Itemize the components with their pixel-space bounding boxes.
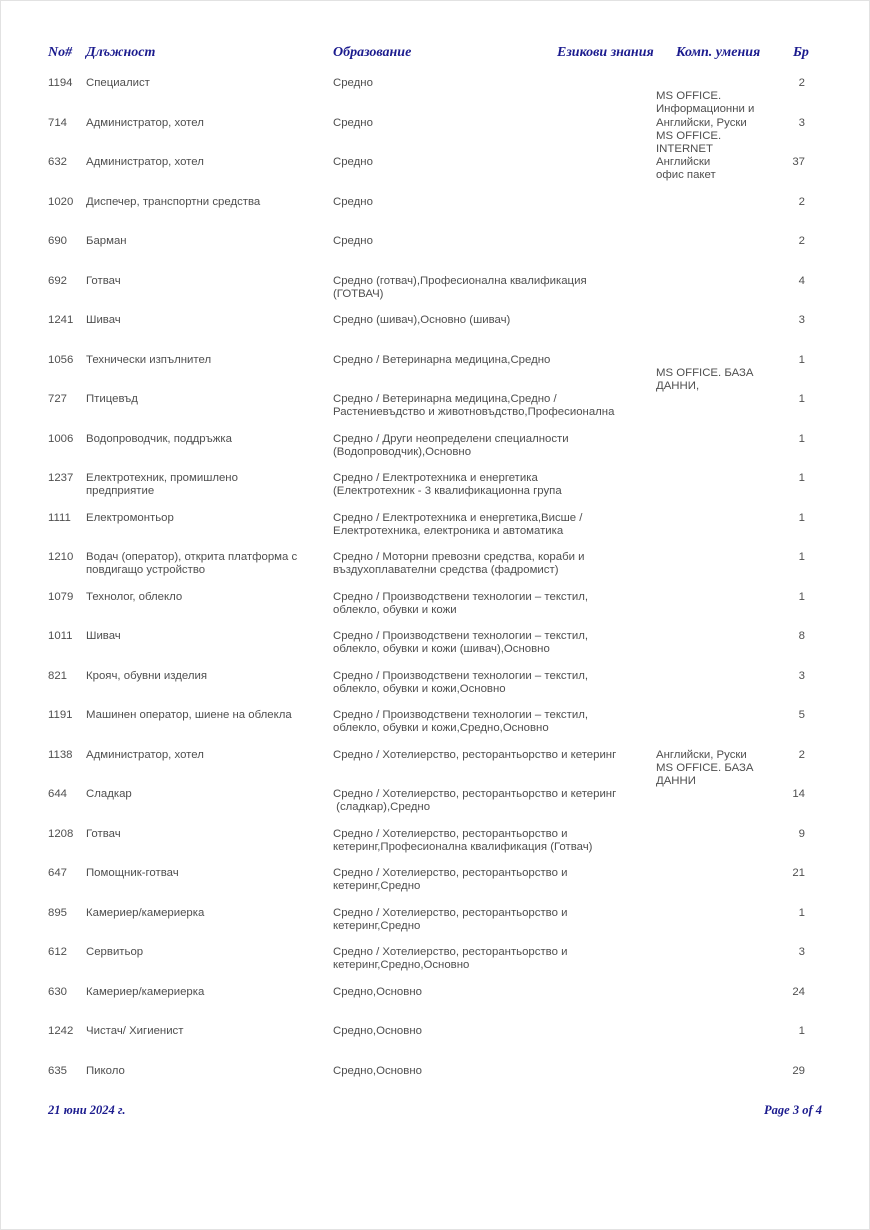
cell-education [333, 433, 656, 459]
cell-count: 3 [798, 116, 805, 129]
cell-skills [656, 77, 780, 116]
cell-line: Диспечер, транспортни средства [86, 195, 261, 208]
table-row [48, 946, 806, 986]
col-header-education: Образование [333, 45, 412, 60]
cell-education [333, 235, 656, 248]
cell-education [333, 828, 656, 854]
cell-no: 895 [48, 906, 68, 919]
table-row [48, 196, 806, 236]
table-row [48, 472, 806, 512]
cell-position [86, 1025, 333, 1038]
table-row [48, 749, 806, 789]
cell-count: 5 [798, 709, 805, 721]
table-row [48, 393, 806, 433]
cell-position [86, 196, 333, 209]
cell-line: Средно / Електротехника и енергетика [333, 472, 538, 484]
cell-line: Растениевъдство и животновъдство,Професионална [333, 406, 615, 419]
cell-no: 714 [48, 116, 68, 129]
cell-line: облекло, обувки и кожи,Основно [333, 682, 506, 695]
table-row [48, 907, 806, 947]
cell-line: Средно / Производствени технологии – текстил, [333, 630, 589, 642]
cell-education [333, 709, 656, 735]
table-row [48, 156, 806, 196]
table-row [48, 986, 806, 1026]
table-row [48, 1065, 806, 1105]
cell-education [333, 314, 656, 327]
cell-education [333, 907, 656, 933]
cell-count: 1 [798, 511, 805, 524]
cell-line: (Водопроводчик),Основно [333, 445, 472, 458]
cell-education [333, 393, 656, 419]
cell-line: Камериер/камериерка [86, 906, 205, 919]
cell-line: Средно / Ветеринарна медицина,Средно / [333, 393, 557, 405]
cell-no: 1111 [48, 511, 71, 524]
cell-line: Птицевъд [86, 393, 138, 405]
cell-count: 2 [798, 77, 805, 89]
cell-count: 2 [798, 195, 805, 208]
cell-line: Средно,Основно [333, 1025, 422, 1037]
col-header-no: No# [48, 45, 73, 60]
cell-position [86, 77, 333, 90]
cell-line: Средно / Моторни превозни средства, кораби и [333, 551, 585, 563]
cell-education [333, 275, 656, 301]
cell-line: кетеринг,Средно [333, 880, 421, 893]
table-row [48, 433, 806, 473]
cell-skills [656, 749, 780, 788]
cell-count: 3 [798, 669, 805, 682]
cell-position [86, 788, 333, 801]
cell-position [86, 393, 333, 406]
cell-no: 630 [48, 985, 68, 998]
cell-line: офис пакет [656, 169, 716, 182]
cell-line: Средно (готвач),Професионална квалификация [333, 274, 587, 287]
col-header-position: Длъжност [86, 45, 156, 60]
cell-line: Крояч, обувни изделия [86, 669, 208, 682]
cell-education [333, 788, 656, 814]
table-row [48, 77, 806, 117]
cell-education [333, 117, 656, 130]
table-row [48, 235, 806, 275]
cell-no: 647 [48, 867, 68, 879]
cell-line: Машинен оператор, шиене на облекла [86, 709, 292, 721]
cell-no: 632 [48, 156, 68, 168]
cell-no: 1006 [48, 432, 74, 445]
table-row [48, 709, 806, 749]
cell-no: 1241 [48, 314, 74, 326]
cell-education [333, 512, 656, 538]
table-header [0, 46, 870, 64]
cell-line: MS OFFICE. БАЗА [656, 761, 754, 774]
cell-line: Барман [86, 235, 127, 247]
cell-line: Електромонтьор [86, 511, 174, 524]
cell-education [333, 354, 656, 367]
cell-position [86, 156, 333, 169]
cell-line: Камериер/камериерка [86, 985, 205, 998]
col-header-languages: Езикови знания [557, 45, 654, 60]
cell-position [86, 670, 333, 683]
cell-position [86, 749, 333, 762]
cell-line: Готвач [86, 827, 121, 840]
cell-line: кетеринг,Професионална квалификация (Готвач) [333, 840, 593, 853]
cell-position [86, 433, 333, 446]
cell-position [86, 512, 333, 525]
cell-line: Английски, Руски [656, 748, 747, 761]
cell-no: 1242 [48, 1025, 74, 1037]
cell-line: Средно / Хотелиерство, ресторантьорство и [333, 867, 568, 879]
cell-no: 727 [48, 393, 68, 405]
cell-education [333, 630, 656, 656]
cell-line: Средно (шивач),Основно (шивач) [333, 314, 511, 326]
cell-education [333, 670, 656, 696]
table-row [48, 314, 806, 354]
cell-line: Администратор, хотел [86, 748, 204, 761]
cell-line: въздухоплавателни средства (фадромист) [333, 564, 559, 577]
footer-date: 21 юни 2024 г. [48, 1103, 126, 1117]
cell-no: 690 [48, 235, 68, 247]
table-row [48, 512, 806, 552]
cell-line: Сладкар [86, 788, 132, 800]
cell-count: 14 [792, 788, 805, 800]
cell-count: 1 [798, 432, 805, 445]
cell-position [86, 117, 333, 130]
cell-line: Водач (оператор), открита платформа с [86, 551, 298, 563]
cell-no: 1191 [48, 709, 73, 721]
cell-position [86, 946, 333, 959]
cell-education [333, 591, 656, 617]
footer-page-number: Page 3 of 4 [764, 1103, 822, 1117]
cell-skills [656, 354, 780, 393]
cell-no: 1056 [48, 353, 74, 366]
cell-line: Шивач [86, 630, 121, 642]
cell-education [333, 1025, 656, 1038]
cell-no: 1079 [48, 590, 74, 603]
cell-position [86, 472, 333, 498]
cell-line: Помощник-готвач [86, 867, 179, 879]
cell-no: 1011 [48, 630, 73, 642]
cell-count: 2 [798, 235, 805, 247]
col-header-computer: Комп. умения [676, 45, 761, 60]
cell-line: Средно / Електротехника и енергетика,Висше / [333, 511, 583, 524]
cell-line: Пиколо [86, 1064, 125, 1077]
cell-no: 1237 [48, 472, 74, 484]
cell-line: Технически изпълнител [86, 353, 212, 366]
cell-education [333, 77, 656, 90]
cell-line: Средно / Производствени технологии – текстил, [333, 590, 589, 603]
cell-line: Сервитьор [86, 946, 144, 958]
cell-line: MS OFFICE. [656, 90, 722, 103]
table-row [48, 828, 806, 868]
cell-line: Шивач [86, 314, 121, 326]
cell-count: 3 [798, 314, 805, 326]
cell-line: Средно [333, 116, 373, 129]
cell-position [86, 551, 333, 577]
cell-line: Средно / Производствени технологии – текстил, [333, 709, 589, 721]
cell-line: облекло, обувки и кожи (шивач),Основно [333, 643, 550, 656]
cell-education [333, 946, 656, 972]
table-row [48, 670, 806, 710]
cell-line: (ГОТВАЧ) [333, 287, 384, 300]
cell-count: 3 [798, 946, 805, 958]
cell-line: Средно,Основно [333, 1064, 422, 1077]
cell-position [86, 709, 333, 722]
cell-skills [656, 117, 780, 156]
cell-position [86, 867, 333, 880]
cell-line: Електротехника, електроника и автоматика [333, 524, 564, 537]
page-footer [48, 1104, 822, 1117]
cell-count: 29 [792, 1064, 805, 1077]
cell-line: Средно / Производствени технологии – текстил, [333, 669, 589, 682]
cell-line: Средно [333, 235, 373, 247]
cell-position [86, 275, 333, 288]
cell-line: Средно / Хотелиерство, ресторантьорство и кетеринг [333, 788, 617, 800]
cell-position [86, 986, 333, 999]
cell-line: Администратор, хотел [86, 116, 204, 129]
cell-line: облекло, обувки и кожи,Средно,Основно [333, 722, 549, 735]
cell-count: 1 [798, 551, 805, 563]
cell-no: 1210 [48, 551, 74, 563]
cell-count: 1 [798, 393, 805, 405]
table-row [48, 630, 806, 670]
cell-line: Готвач [86, 274, 121, 287]
table-row [48, 275, 806, 315]
cell-line: Средно [333, 77, 373, 89]
cell-line: Чистач/ Хигиенист [86, 1025, 184, 1037]
cell-no: 635 [48, 1064, 68, 1077]
cell-line: Средно [333, 156, 373, 168]
cell-education [333, 1065, 656, 1078]
cell-no: 692 [48, 274, 68, 287]
cell-line: ДАННИ [656, 774, 696, 787]
col-header-count: Бр [793, 45, 809, 60]
cell-count: 4 [798, 274, 805, 287]
table-row [48, 867, 806, 907]
cell-skills [656, 156, 780, 182]
cell-no: 612 [48, 946, 68, 958]
table-row [48, 788, 806, 828]
cell-count: 1 [798, 590, 805, 603]
table-row [48, 551, 806, 591]
cell-position [86, 630, 333, 643]
cell-count: 2 [798, 748, 805, 761]
cell-education [333, 472, 656, 498]
table-row [48, 591, 806, 631]
cell-line: кетеринг,Средно,Основно [333, 959, 470, 972]
cell-education [333, 551, 656, 577]
cell-line: Средно / Хотелиерство, ресторантьорство и [333, 827, 568, 840]
cell-line: (Електротехник - 3 квалификационна група [333, 485, 562, 498]
cell-line: Технолог, облекло [86, 590, 183, 603]
cell-line [656, 77, 780, 90]
cell-line: Средно / Други неопределени специалности [333, 432, 569, 445]
cell-line: INTERNET [656, 142, 713, 155]
cell-line: повдигащо устройство [86, 564, 206, 577]
cell-line: Водопроводчик, поддръжка [86, 432, 232, 445]
cell-count: 1 [798, 1025, 805, 1037]
cell-education [333, 156, 656, 169]
cell-no: 1194 [48, 77, 73, 89]
cell-position [86, 828, 333, 841]
cell-no: 1020 [48, 195, 74, 208]
cell-count: 1 [798, 472, 805, 484]
cell-line: Средно / Хотелиерство, ресторантьорство и [333, 906, 568, 919]
cell-line: Средно,Основно [333, 985, 422, 998]
cell-line: Средно / Хотелиерство, ресторантьорство и [333, 946, 568, 958]
table-row [48, 117, 806, 157]
table-body [48, 77, 806, 1104]
cell-no: 644 [48, 788, 68, 800]
cell-position [86, 1065, 333, 1078]
cell-no: 1138 [48, 748, 73, 761]
cell-education [333, 196, 656, 209]
cell-education [333, 749, 656, 762]
cell-line [656, 354, 780, 367]
cell-position [86, 907, 333, 920]
cell-line: Английски [656, 156, 711, 168]
cell-no: 1208 [48, 827, 74, 840]
cell-count: 1 [798, 353, 805, 366]
cell-line: MS OFFICE. [656, 129, 722, 142]
table-row [48, 354, 806, 394]
cell-line: предприятие [86, 485, 155, 498]
cell-line: Информационни и [656, 103, 755, 116]
cell-line: облекло, обувки и кожи [333, 603, 457, 616]
table-row [48, 1025, 806, 1065]
cell-line: кетеринг,Средно [333, 919, 421, 932]
cell-count: 1 [798, 906, 805, 919]
cell-education [333, 986, 656, 999]
cell-education [333, 867, 656, 893]
cell-no: 821 [48, 669, 68, 682]
cell-count: 24 [792, 985, 805, 998]
cell-line: Средно / Ветеринарна медицина,Средно [333, 353, 551, 366]
cell-count: 8 [798, 630, 805, 642]
cell-line: Специалист [86, 77, 150, 89]
cell-position [86, 591, 333, 604]
cell-line: MS OFFICE. БАЗА [656, 366, 754, 379]
cell-position [86, 314, 333, 327]
cell-line: Средно / Хотелиерство, ресторантьорство и кетеринг [333, 748, 617, 761]
cell-count: 21 [792, 867, 805, 879]
cell-line: ДАННИ, [656, 379, 700, 392]
cell-line: Средно [333, 195, 373, 208]
cell-count: 9 [798, 827, 805, 840]
cell-line: Английски, Руски [656, 116, 747, 129]
cell-line: Администратор, хотел [86, 156, 204, 168]
cell-line: Електротехник, промишлено [86, 472, 238, 484]
cell-count: 37 [792, 156, 805, 168]
cell-position [86, 235, 333, 248]
cell-position [86, 354, 333, 367]
cell-line: (сладкар),Средно [333, 801, 431, 814]
